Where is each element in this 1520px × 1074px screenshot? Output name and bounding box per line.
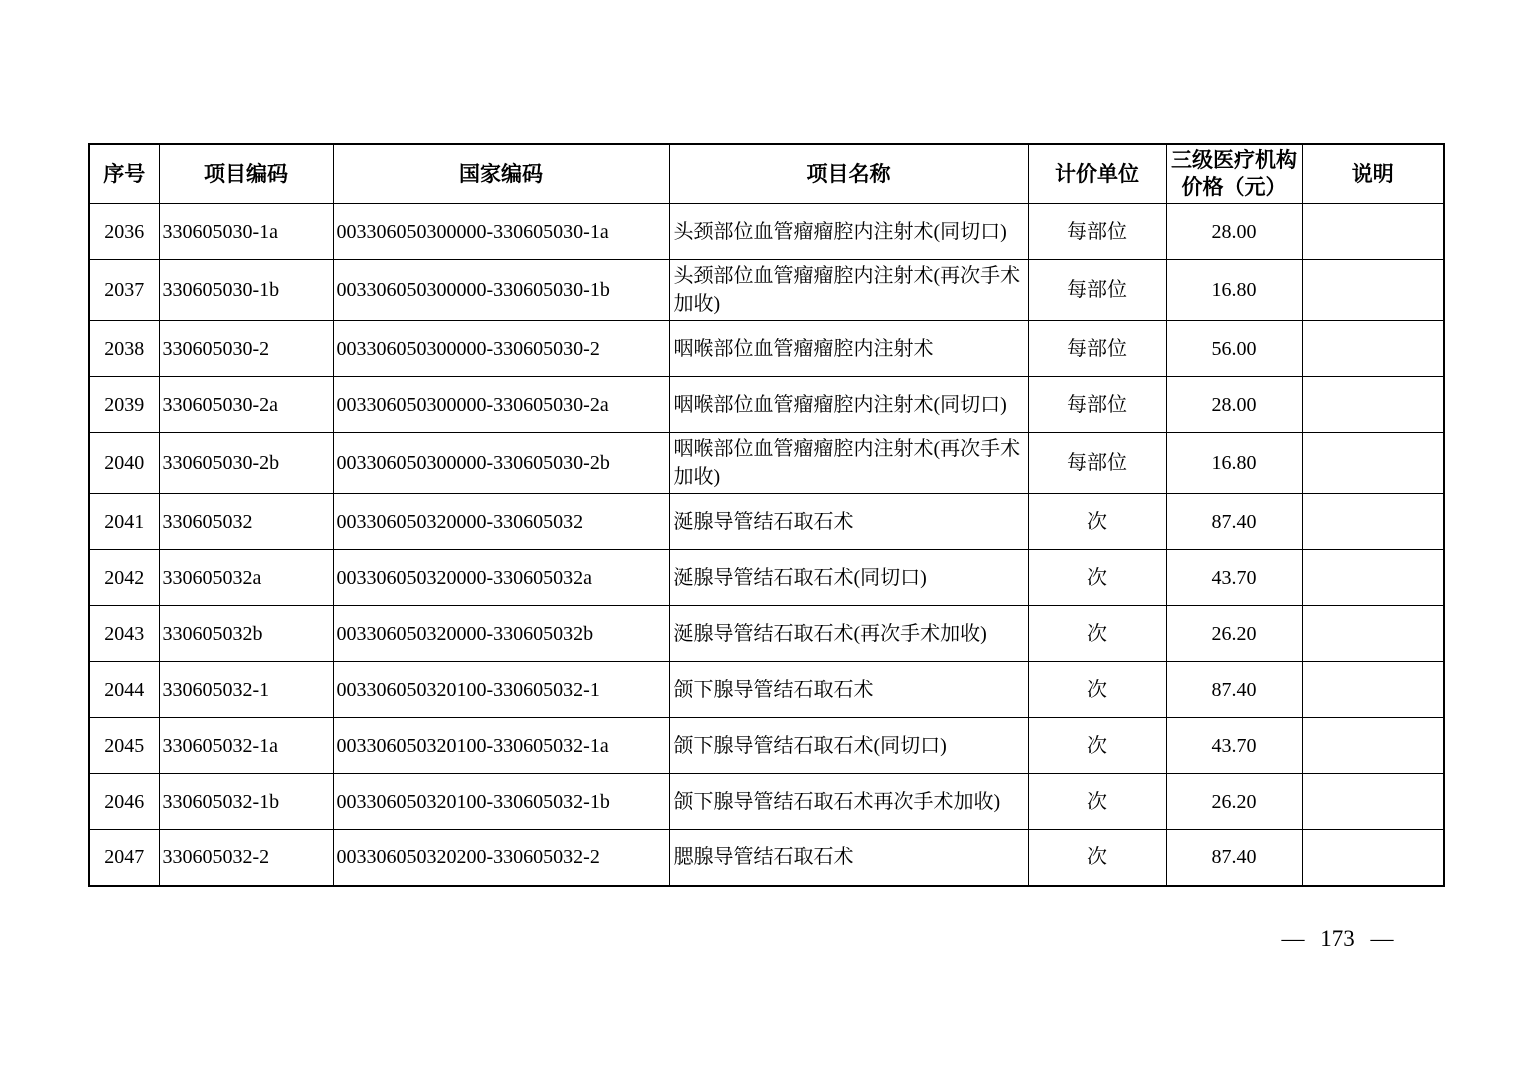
cell-unit: 次 [1028,550,1166,606]
cell-price: 28.00 [1166,377,1302,433]
table-row [89,774,1444,830]
cell-project-code: 330605032 [159,494,333,550]
cell-seq: 2046 [89,774,159,830]
cell-unit: 每部位 [1028,260,1166,321]
cell-note [1302,662,1444,718]
table-row [89,321,1444,377]
table-row [89,433,1444,494]
cell-note [1302,377,1444,433]
cell-unit: 次 [1028,606,1166,662]
cell-project-code: 330605032a [159,550,333,606]
table-body [89,204,1444,886]
cell-project-code: 330605030-2a [159,377,333,433]
cell-project-name: 头颈部位血管瘤瘤腔内注射术(再次手术加收) [669,260,1028,321]
price-table [88,143,1445,887]
cell-price: 16.80 [1166,260,1302,321]
header-note: 说明 [1302,144,1444,204]
header-seq: 序号 [89,144,159,204]
table-row [89,662,1444,718]
cell-seq: 2041 [89,494,159,550]
cell-project-code: 330605032b [159,606,333,662]
page-number: — 173 — [1281,926,1394,951]
cell-unit: 每部位 [1028,204,1166,260]
table-row [89,606,1444,662]
cell-national-code: 003306050300000-330605030-2 [333,321,669,377]
table-row [89,550,1444,606]
cell-note [1302,606,1444,662]
table-row [89,830,1444,886]
header-project-code: 项目编码 [159,144,333,204]
cell-national-code: 003306050320000-330605032 [333,494,669,550]
cell-project-name: 涎腺导管结石取石术(再次手术加收) [669,606,1028,662]
cell-seq: 2036 [89,204,159,260]
cell-price: 26.20 [1166,774,1302,830]
cell-project-code: 330605032-1a [159,718,333,774]
cell-seq: 2037 [89,260,159,321]
cell-note [1302,204,1444,260]
cell-note [1302,494,1444,550]
table-row [89,204,1444,260]
cell-national-code: 003306050320100-330605032-1b [333,774,669,830]
cell-project-name: 涎腺导管结石取石术(同切口) [669,550,1028,606]
cell-unit: 每部位 [1028,321,1166,377]
cell-project-code: 330605030-1a [159,204,333,260]
cell-project-code: 330605032-2 [159,830,333,886]
cell-price: 43.70 [1166,550,1302,606]
cell-unit: 每部位 [1028,377,1166,433]
table-row [89,260,1444,321]
cell-seq: 2039 [89,377,159,433]
cell-project-name: 头颈部位血管瘤瘤腔内注射术(同切口) [669,204,1028,260]
header-unit: 计价单位 [1028,144,1166,204]
cell-unit: 次 [1028,718,1166,774]
cell-note [1302,260,1444,321]
header-project-name: 项目名称 [669,144,1028,204]
cell-note [1302,830,1444,886]
cell-seq: 2045 [89,718,159,774]
cell-unit: 次 [1028,774,1166,830]
cell-project-name: 涎腺导管结石取石术 [669,494,1028,550]
cell-price: 26.20 [1166,606,1302,662]
cell-price: 16.80 [1166,433,1302,494]
header-price: 三级医疗机构价格（元） [1166,144,1302,204]
cell-price: 28.00 [1166,204,1302,260]
cell-project-code: 330605030-2b [159,433,333,494]
cell-project-name: 颌下腺导管结石取石术再次手术加收) [669,774,1028,830]
cell-project-code: 330605030-2 [159,321,333,377]
table-row [89,377,1444,433]
cell-note [1302,774,1444,830]
cell-unit: 次 [1028,494,1166,550]
cell-national-code: 003306050320200-330605032-2 [333,830,669,886]
cell-project-name: 咽喉部位血管瘤瘤腔内注射术 [669,321,1028,377]
cell-note [1302,321,1444,377]
cell-seq: 2043 [89,606,159,662]
cell-unit: 次 [1028,830,1166,886]
table-row [89,494,1444,550]
cell-project-name: 颌下腺导管结石取石术 [669,662,1028,718]
cell-project-name: 咽喉部位血管瘤瘤腔内注射术(同切口) [669,377,1028,433]
cell-unit: 次 [1028,662,1166,718]
cell-project-code: 330605032-1b [159,774,333,830]
cell-project-name: 咽喉部位血管瘤瘤腔内注射术(再次手术加收) [669,433,1028,494]
cell-national-code: 003306050320100-330605032-1 [333,662,669,718]
cell-national-code: 003306050300000-330605030-1b [333,260,669,321]
cell-national-code: 003306050300000-330605030-2a [333,377,669,433]
table-row [89,718,1444,774]
cell-project-code: 330605032-1 [159,662,333,718]
cell-price: 87.40 [1166,662,1302,718]
cell-national-code: 003306050320000-330605032b [333,606,669,662]
header-national-code: 国家编码 [333,144,669,204]
cell-project-name: 腮腺导管结石取石术 [669,830,1028,886]
cell-note [1302,550,1444,606]
cell-seq: 2038 [89,321,159,377]
cell-seq: 2044 [89,662,159,718]
header-row [89,144,1444,204]
cell-seq: 2047 [89,830,159,886]
cell-seq: 2040 [89,433,159,494]
cell-national-code: 003306050300000-330605030-1a [333,204,669,260]
table-header [89,144,1444,204]
cell-national-code: 003306050320100-330605032-1a [333,718,669,774]
cell-note [1302,433,1444,494]
cell-price: 87.40 [1166,494,1302,550]
cell-note [1302,718,1444,774]
cell-national-code: 003306050300000-330605030-2b [333,433,669,494]
cell-price: 56.00 [1166,321,1302,377]
cell-price: 87.40 [1166,830,1302,886]
cell-unit: 每部位 [1028,433,1166,494]
cell-project-name: 颌下腺导管结石取石术(同切口) [669,718,1028,774]
cell-price: 43.70 [1166,718,1302,774]
cell-national-code: 003306050320000-330605032a [333,550,669,606]
cell-project-code: 330605030-1b [159,260,333,321]
cell-seq: 2042 [89,550,159,606]
